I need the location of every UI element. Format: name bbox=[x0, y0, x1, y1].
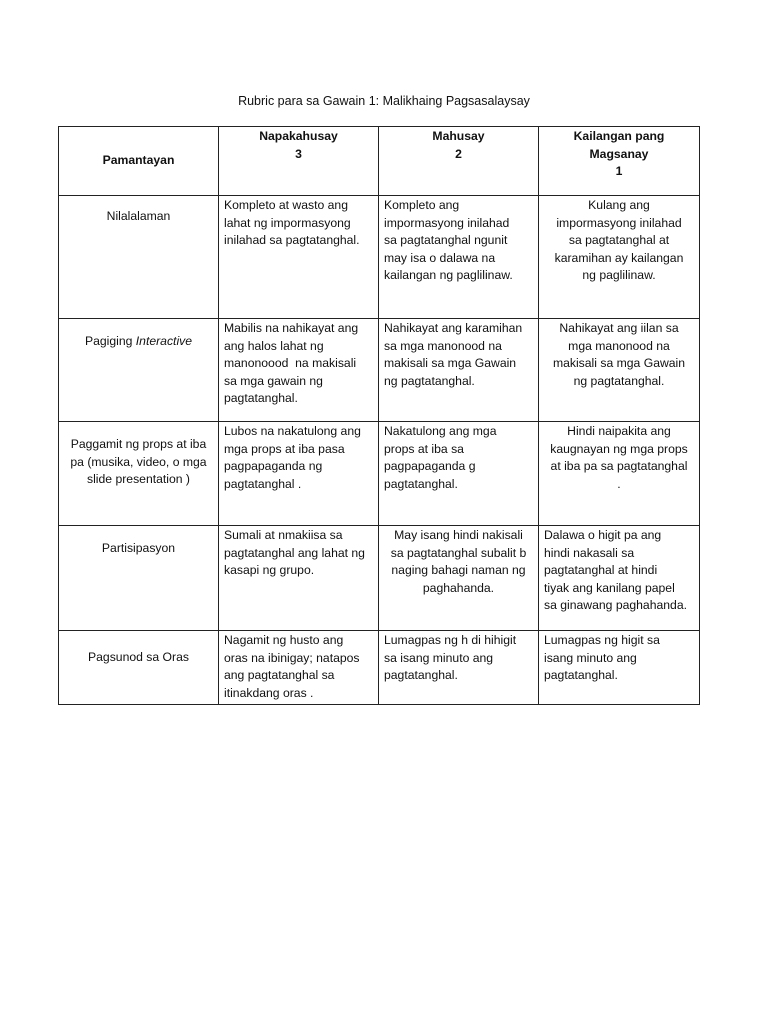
rubric-cell bbox=[219, 422, 379, 526]
cell-line: kailangan ng paglilinaw. bbox=[384, 268, 513, 282]
cell-line: Kompleto ang bbox=[384, 198, 460, 212]
level-name: Magsanay bbox=[589, 146, 649, 161]
cell-line: Lumagpas ng h di hihigit bbox=[384, 633, 517, 647]
cell-line: pagtatanghal. bbox=[224, 391, 298, 405]
criterion-label: Pagsunod sa Oras bbox=[88, 650, 189, 664]
header-level-2 bbox=[379, 127, 539, 196]
cell-line: pagtatanghal. bbox=[544, 668, 618, 682]
table-row bbox=[59, 196, 700, 319]
rubric-cell bbox=[219, 526, 379, 631]
cell-line: tiyak ang kanilang papel bbox=[544, 580, 675, 595]
cell-line: pagpapaganda ng bbox=[224, 459, 323, 473]
level-score: 2 bbox=[455, 146, 462, 161]
rubric-cell bbox=[379, 422, 539, 526]
cell-line: itinakdang oras . bbox=[224, 685, 314, 700]
criterion-cell bbox=[59, 319, 219, 422]
criterion-line: slide presentation ) bbox=[87, 472, 190, 486]
header-criteria bbox=[59, 127, 219, 196]
cell-line: Nahikayat ang iilan sa bbox=[559, 321, 679, 335]
rubric-cell bbox=[539, 631, 700, 705]
cell-line: ang halos lahat ng bbox=[224, 338, 324, 353]
header-criteria-label: Pamantayan bbox=[102, 152, 175, 167]
cell-line: makisali sa mga Gawain bbox=[384, 356, 517, 370]
cell-line: Mabilis na nahikayat ang bbox=[224, 321, 359, 335]
cell-line: ng pagtatanghal. bbox=[573, 373, 665, 388]
criterion-cell bbox=[59, 526, 219, 631]
cell-line: ng pagtatanghal. bbox=[384, 373, 475, 388]
cell-line: Nakatulong ang mga bbox=[384, 424, 497, 438]
cell-line: mga props at iba pasa bbox=[224, 441, 345, 456]
header-level-3 bbox=[219, 127, 379, 196]
criterion-label: Partisipasyon bbox=[101, 541, 176, 555]
rubric-cell bbox=[539, 196, 700, 319]
cell-line: pagtatanghal at hindi bbox=[544, 563, 658, 577]
cell-line: props at iba sa bbox=[384, 441, 464, 456]
rubric-cell bbox=[219, 631, 379, 705]
cell-line: pagtatanghal. bbox=[384, 668, 458, 682]
criterion-cell bbox=[59, 196, 219, 319]
cell-line: pagpapaganda g bbox=[384, 459, 476, 473]
cell-line: Lubos na nakatulong ang bbox=[224, 424, 361, 438]
cell-line: sa mga manonood na bbox=[384, 338, 502, 353]
cell-line: isang minuto ang bbox=[544, 650, 637, 665]
rubric-cell bbox=[539, 422, 700, 526]
cell-line: sa pagtatanghal ngunit bbox=[384, 233, 508, 247]
level-score: 1 bbox=[615, 164, 623, 178]
criterion-prefix: Pagiging bbox=[84, 334, 136, 348]
cell-line: manonoood na makisali bbox=[224, 356, 357, 370]
table-row bbox=[59, 631, 700, 705]
level-name: Napakahusay bbox=[259, 129, 338, 143]
cell-line: impormasyong inilahad bbox=[556, 215, 682, 230]
criterion-line: pa (musika, video, o mga bbox=[70, 454, 207, 469]
criterion-line: Paggamit ng props at iba bbox=[70, 437, 207, 451]
cell-line: inilahad sa pagtatanghal. bbox=[224, 233, 360, 247]
rubric-cell bbox=[539, 526, 700, 631]
cell-line: Dalawa o higit pa ang bbox=[544, 528, 662, 542]
rubric-cell bbox=[379, 526, 539, 631]
rubric-cell bbox=[219, 196, 379, 319]
cell-line: mga manonood na bbox=[568, 338, 670, 353]
cell-line: Sumali at nmakiisa sa bbox=[224, 528, 343, 542]
cell-line: oras na ibinigay; natapos bbox=[224, 650, 360, 665]
cell-line: Kompleto at wasto ang bbox=[224, 198, 348, 212]
cell-line: ng paglilinaw. bbox=[582, 268, 656, 282]
cell-line: Nagamit ng husto ang bbox=[224, 633, 344, 647]
rubric-cell bbox=[379, 631, 539, 705]
rubric-cell bbox=[379, 319, 539, 422]
cell-line: May isang hindi nakisali bbox=[394, 528, 523, 542]
rubric-table bbox=[58, 126, 700, 705]
cell-line: makisali sa mga Gawain bbox=[552, 356, 686, 370]
cell-line: Lumagpas ng higit sa bbox=[544, 633, 660, 647]
cell-line: sa mga gawain ng bbox=[224, 373, 323, 388]
cell-line: sa isang minuto ang bbox=[384, 650, 494, 665]
table-row bbox=[59, 422, 700, 526]
cell-line: sa pagtatanghal at bbox=[568, 233, 670, 247]
level-score: 3 bbox=[295, 146, 302, 161]
cell-line: at iba pa sa pagtatanghal bbox=[550, 459, 688, 473]
cell-line: may isa o dalawa na bbox=[384, 250, 496, 265]
cell-line: kasapi ng grupo. bbox=[224, 563, 315, 577]
rubric-cell bbox=[539, 319, 700, 422]
rubric-cell bbox=[379, 196, 539, 319]
rubric-cell bbox=[219, 319, 379, 422]
cell-line: . bbox=[617, 476, 621, 491]
level-name: Kailangan pang bbox=[573, 129, 665, 143]
level-name: Mahusay bbox=[432, 129, 485, 143]
cell-line: Hindi naipakita ang bbox=[567, 424, 671, 438]
cell-line: pagtatanghal ang lahat ng bbox=[224, 545, 365, 560]
cell-line: pagtatanghal . bbox=[224, 476, 302, 491]
criterion-cell bbox=[59, 631, 219, 705]
cell-line: karamihan ay kailangan bbox=[554, 250, 684, 265]
cell-line: pagtatanghal. bbox=[384, 476, 458, 491]
cell-line: naging bahagi naman ng bbox=[391, 563, 526, 577]
criterion-label: Nilalalaman bbox=[106, 209, 171, 223]
cell-line: paghahanda. bbox=[422, 580, 495, 595]
cell-line: Kulang ang bbox=[588, 198, 650, 212]
criterion-cell bbox=[59, 422, 219, 526]
cell-line: Nahikayat ang karamihan bbox=[384, 321, 523, 335]
header-row bbox=[59, 127, 700, 196]
cell-line: sa pagtatanghal subalit b bbox=[390, 545, 527, 560]
cell-line: hindi nakasali sa bbox=[544, 545, 635, 560]
cell-line: ang pagtatanghal sa bbox=[224, 668, 335, 682]
header-level-1 bbox=[539, 127, 700, 196]
table-row bbox=[59, 526, 700, 631]
table-row bbox=[59, 319, 700, 422]
cell-line: kaugnayan ng mga props bbox=[550, 441, 688, 456]
criterion-italic: Interactive bbox=[135, 334, 193, 348]
cell-line: impormasyong inilahad bbox=[384, 215, 510, 230]
cell-line: sa ginawang paghahanda. bbox=[544, 598, 687, 612]
cell-line: lahat ng impormasyong bbox=[224, 215, 351, 230]
document-title: Rubric para sa Gawain 1: Malikhaing Pagsasalaysay bbox=[238, 94, 530, 108]
